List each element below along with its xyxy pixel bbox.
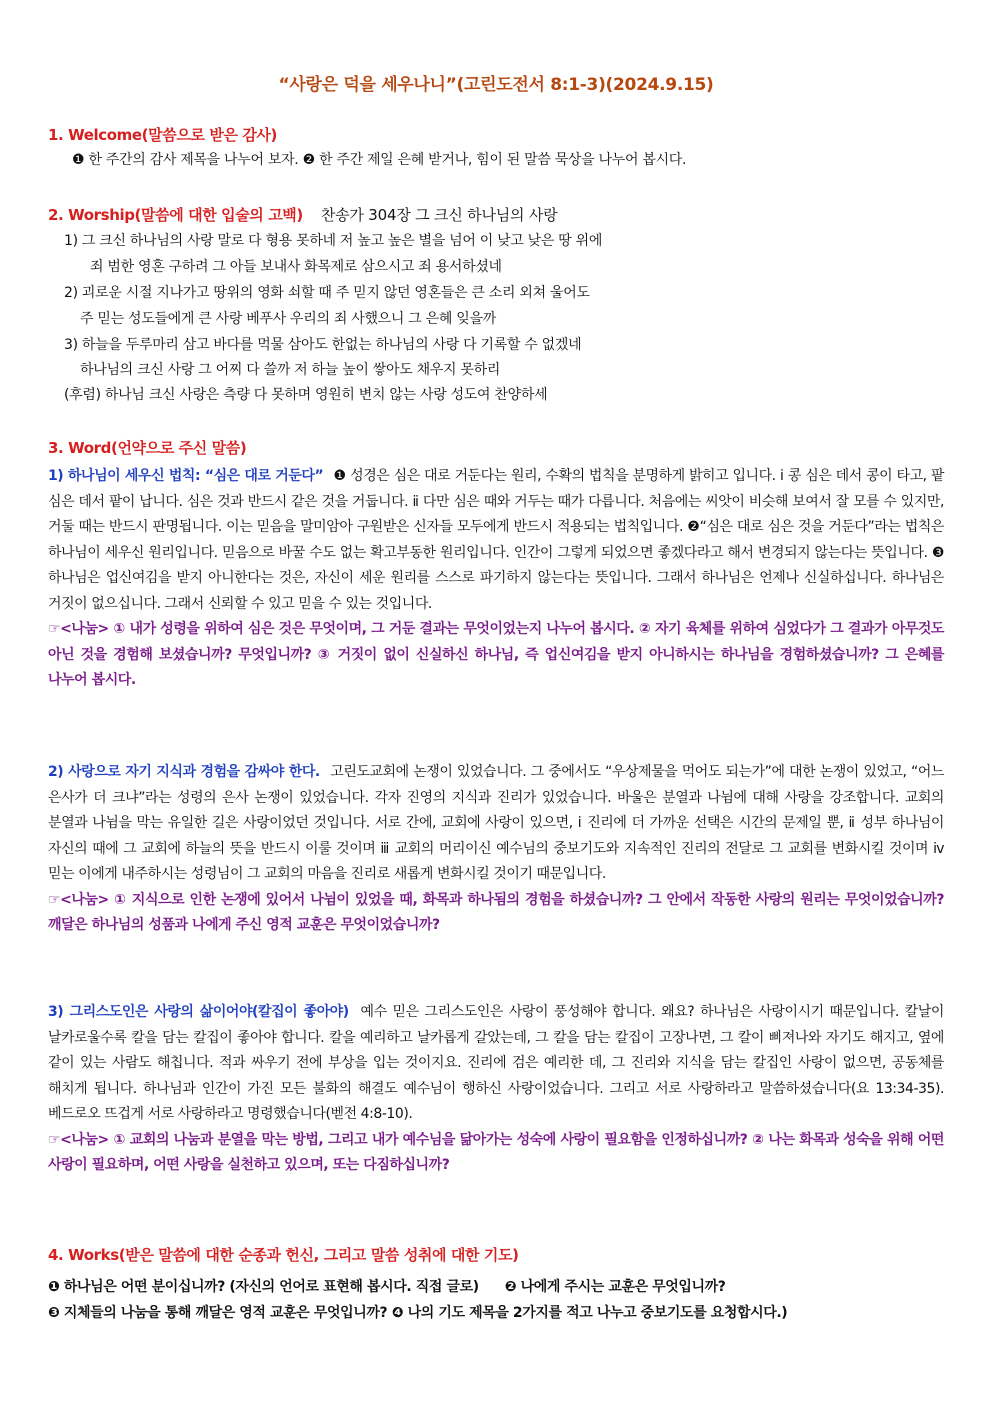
section4-heading: 4. Works(받은 말씀에 대한 순종과 헌신, 그리고 말씀 성취에 대한 기도) [48, 1246, 519, 1264]
section1-questions: ❶ 한 주간의 감사 제목을 나누어 보자. ❷ 한 주간 제일 은혜 받거나, 힘이 된 말씀 묵상을 나누어 봅시다. [72, 152, 687, 168]
hymn-verse-line: 2) 괴로운 시절 지나가고 땅위의 영화 쇠할 때 주 믿지 않던 영혼들은 큰 소리 외쳐 울어도 [64, 285, 590, 301]
works-questions-row1 [48, 1276, 726, 1296]
section3-heading: 3. Word(언약으로 주신 말씀) [48, 439, 247, 457]
word-point-3-body: 예수 믿은 그리스도인은 사랑이 풍성해야 합니다. 왜요? 하나님은 사랑이시기 때문입니다. 칼날이 날카로울수록 칼을 담는 칼집이 좋아야 합니다. 칼을 예리하고 날카롭게 갈았는데, 그 칼을 담는 칼집이 고장나면, 그 칼이 삐져나와 자기도 해지고, 옆에 같이 있는 사람도 해칩니다. 적과 싸우기 전에 부상을 입는 것이지요. 진리에 검은 예리한 데, 그 진리와 지식을 담는 칼집인 사랑이 없으면, 공동체를 해치게 됩니다. 하나님과 인간이 가진 모든 불화의 해결도 예수님이 행하신 사랑이었습니다. 그리고 서로 사랑하라고 말씀하셨습니다(요 13:34-35). 베드로오 뜨겁게 서로 사랑하라고 명령했습니다(벧전 4:8-10). [48, 1004, 944, 1122]
hymn-verse-line: 3) 하늘을 두루마리 삼고 바다를 먹물 삼아도 한없는 하나님의 사랑 다 기록할 수 없겠네 [64, 337, 582, 353]
hymn-chorus-line: (후렴) 하나님 크신 사랑은 측량 다 못하며 영원히 변치 않는 사랑 성도여 찬양하세 [64, 387, 548, 403]
hymn-title: 찬송가 304장 그 크신 하나님의 사랑 [320, 206, 558, 224]
word-point-3-title: 3) 그리스도인은 사랑의 삶이어야(칼집이 좋아야) [48, 1004, 349, 1020]
works-questions-row2: ❸ 지체들의 나눔을 통해 깨달은 영적 교훈은 무엇입니까? ❹ 나의 기도 제목을 2가지를 적고 나누고 중보기도를 요청합시다.) [48, 1305, 788, 1321]
word-point-1-title: 1) 하나님이 세우신 법칙: “심은 대로 거둔다” [48, 468, 324, 484]
word-point-3 [48, 1000, 944, 1179]
works-question-2: ❷ 나에게 주시는 교훈은 무엇입니까? [504, 1279, 726, 1295]
section1-heading: 1. Welcome(말씀으로 받은 감사) [48, 126, 277, 144]
section2-heading-row [48, 204, 558, 225]
hymn-verse-line: 죄 범한 영혼 구하려 그 아들 보내사 화목제로 삼으시고 죄 용서하셨네 [90, 259, 502, 275]
word-point-1-sharing: ☞<나눔> ① 내가 성령을 위하여 심은 것은 무엇이며, 그 거둔 결과는 무엇이었는지 나누어 봅시다. ② 자기 육체를 위하여 심었다가 그 결과가 아무것도 아닌 것을 경험해 보셨습니까? 무엇입니까? ③ 거짓이 없이 신실하신 하나님, 즉 업신여김을 받지 아니하시는 하나님을 경험하셨습니까? 그 은혜를 나누어 봅시다. [48, 621, 944, 688]
word-point-2-title: 2) 사랑으로 자기 지식과 경험을 감싸야 한다. [48, 764, 320, 780]
hymn-verse-line: 주 믿는 성도들에게 큰 사랑 베푸사 우리의 죄 사했으니 그 은혜 잊을까 [80, 311, 496, 327]
word-point-3-sharing: ☞<나눔> ① 교회의 나눔과 분열을 막는 방법, 그리고 내가 예수님을 닮아가는 성숙에 사랑이 필요함을 인정하십니까? ② 나는 화목과 성숙을 위해 어떤 사랑이 필요하며, 어떤 사랑을 실천하고 있으며, 또는 다짐하십니까? [48, 1131, 944, 1173]
hymn-verse-line: 하나님의 크신 사랑 그 어찌 다 쓸까 저 하늘 높이 쌓아도 채우지 못하리 [80, 362, 501, 378]
word-point-2-body: 고린도교회에 논쟁이 있었습니다. 그 중에서도 “우상제물을 먹어도 되는가”에 대한 논쟁이 있었고, “어느 은사가 더 크냐”라는 성령의 은사 논쟁이 있었습니다. 각자 진영의 지식과 진리가 있었습니다. 바울은 분열과 나뉨에 대해 사랑을 강조합니다. 교회의 분열과 나뉨을 막는 유일한 길은 사랑이었던 것입니다. 서로 간에, 교회에 사랑이 있으면, ⅰ 진리에 더 가까운 선택은 시간의 문제일 뿐, ⅱ 성부 하나님이 자신의 때에 그 교회에 하늘의 뜻을 반드시 이룰 것이며 ⅲ 교회의 머리이신 예수님의 중보기도와 지속적인 진리의 전달로 그 교회를 변화시킬 것이며 ⅳ 믿는 이에게 내주하시는 성령님이 그 교회의 마음을 진리로 새롭게 변화시킬 것이기 때문입니다. [48, 764, 944, 882]
word-point-2 [48, 760, 944, 939]
works-question-1: ❶ 하나님은 어떤 분이십니까? (자신의 언어로 표현해 봅시다. 직접 글로) [48, 1279, 479, 1295]
hymn-verse-line: 1) 그 크신 하나님의 사랑 말로 다 형용 못하네 저 높고 높은 별을 넘어 이 낮고 낮은 땅 위에 [64, 233, 603, 249]
word-point-2-sharing: ☞<나눔> ① 지식으로 인한 논쟁에 있어서 나뉨이 있었을 때, 화목과 하나됨의 경험을 하셨습니까? 그 안에서 작동한 사랑의 원리는 무엇이었습니까? 깨달은 하나님의 성품과 나에게 주신 영적 교훈은 무엇이었습니까? [48, 891, 944, 933]
word-point-1-body: ❶ 성경은 심은 대로 거둔다는 원리, 수확의 법칙을 분명하게 밝히고 입니다. ⅰ 콩 심은 데서 콩이 타고, 팥 심은 데서 팥이 납니다. 심은 것과 반드시 같은 것을 거둡니다. ⅱ 다만 심은 때와 거두는 때가 다릅니다. 처음에는 씨앗이 비슷해 보여서 잘 모를 수 있지만, 거둘 때는 반드시 판명됩니다. 이는 믿음을 말미암아 구원받은 신자들 모두에게 반드시 적용되는 법칙입니다. ❷“심은 대로 심은 것을 거둔다”라는 법칙은 하나님이 세우신 원리입니다. 믿음으로 바꿀 수도 없는 확고부동한 원리입니다. 인간이 그렇게 되었으면 좋겠다라고 해서 변경되지 않는다는 뜻입니다. ❸ 하나님은 업신여김을 받지 아니한다는 것은, 자신이 세운 원리를 스스로 파기하지 않는다는 뜻입니다. 그래서 하나님은 언제나 신실하십니다. 하나님은 거짓이 없으십니다. 그래서 신뢰할 수 있고 믿을 수 있는 것입니다. [48, 468, 944, 612]
page-title: “사랑은 덕을 세우나니”(고린도전서 8:1-3)(2024.9.15) [278, 75, 714, 95]
word-point-1 [48, 464, 944, 694]
section2-heading: 2. Worship(말씀에 대한 입술의 고백) [48, 206, 303, 224]
